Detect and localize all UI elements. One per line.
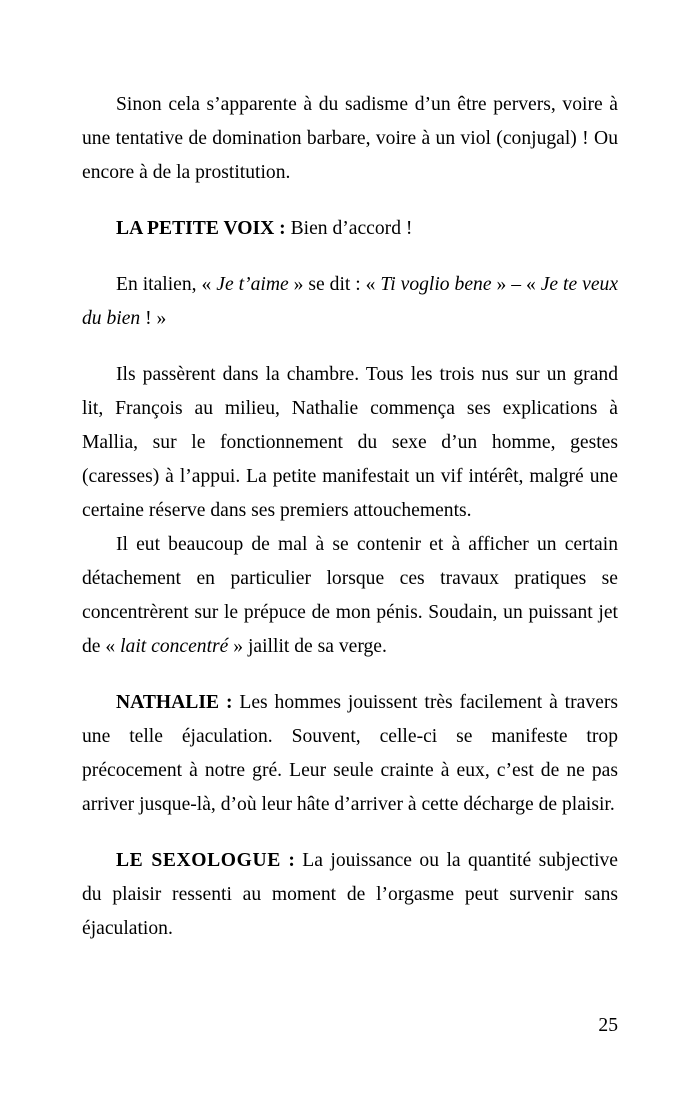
paragraph-narration-chambre [82, 358, 618, 528]
speaker-separator: : [274, 218, 291, 239]
dialogue-text: La jouissance ou la quantité subjective du plaisir ressenti au moment de l’orgasme peut survenir sans éjaculation. [82, 850, 619, 939]
paragraph-text: Sinon cela s’apparente à du sadisme d’un être pervers, voire à une tentative de domination barbare, voire à un viol (conjugal) ! Ou encore à de la prostitution. [82, 94, 618, 183]
paragraph-dialogue-nathalie [82, 686, 618, 822]
guillemet-close: » [288, 274, 304, 295]
middle-text: se dit : [303, 274, 366, 295]
paragraph-text: Ils passèrent dans la chambre. Tous les trois nus sur un grand lit, François au milieu, Nathalie commença ses explications à Mallia, sur le fonctionnement du sexe d’un homme, gestes (caresses) à l’appui. La petite manifestait un vif intérêt, malgré une certaine réserve dans ses premiers attouchements. [82, 364, 618, 521]
dialogue-text: Les hommes jouissent très facilement à travers une telle éjaculation. Souvent, celle-ci se manifeste trop précocement à notre gré. Leur seule crainte à eux, c’est de ne pas arriver jusque-là, d’où leur hâte d’arriver à cette décharge de plaisir. [82, 692, 618, 815]
speaker-label-la-petite-voix: LA PETITE VOIX [116, 218, 275, 239]
italic-phrase-ti-voglio-bene: Ti voglio bene [380, 274, 492, 295]
paragraph-narration-1 [82, 88, 618, 190]
speaker-separator: : [219, 692, 240, 713]
guillemet-open-2: « [365, 274, 381, 295]
speaker-separator: : [280, 850, 303, 871]
guillemet-open: « [201, 274, 217, 295]
lead-text: Il eut beaucoup de mal à se contenir et à afficher un certain détachement en particulier lorsque ces travaux pratiques se concentrèrent sur le prépuce de mon pénis. Soudain, un puissant jet de « [82, 534, 618, 657]
italic-phrase-je-te-veux-du-bien: Je te veux du bien [82, 274, 619, 329]
paragraph-narration-contenir [82, 528, 618, 664]
end-text: ! » [140, 308, 167, 329]
tail-text: » jaillit de sa verge. [228, 636, 387, 657]
dialogue-text: Bien d’accord ! [290, 218, 413, 239]
speaker-label-nathalie: NATHALIE [116, 692, 220, 713]
paragraph-dialogue-le-sexologue [82, 844, 618, 946]
speaker-label-le-sexologue: LE SEXOLOGUE [116, 850, 281, 871]
italic-phrase-lait-concentre: lait concentré [120, 636, 229, 657]
paragraph-dialogue-petite-voix [82, 212, 618, 246]
page-number: 25 [598, 1015, 618, 1036]
lead-text: En italien, [116, 274, 202, 295]
page-text-body [82, 88, 618, 946]
italic-phrase-je-taime: Je t’aime [216, 274, 289, 295]
tail-text: » – « [491, 274, 541, 295]
paragraph-narration-italien [82, 268, 618, 336]
